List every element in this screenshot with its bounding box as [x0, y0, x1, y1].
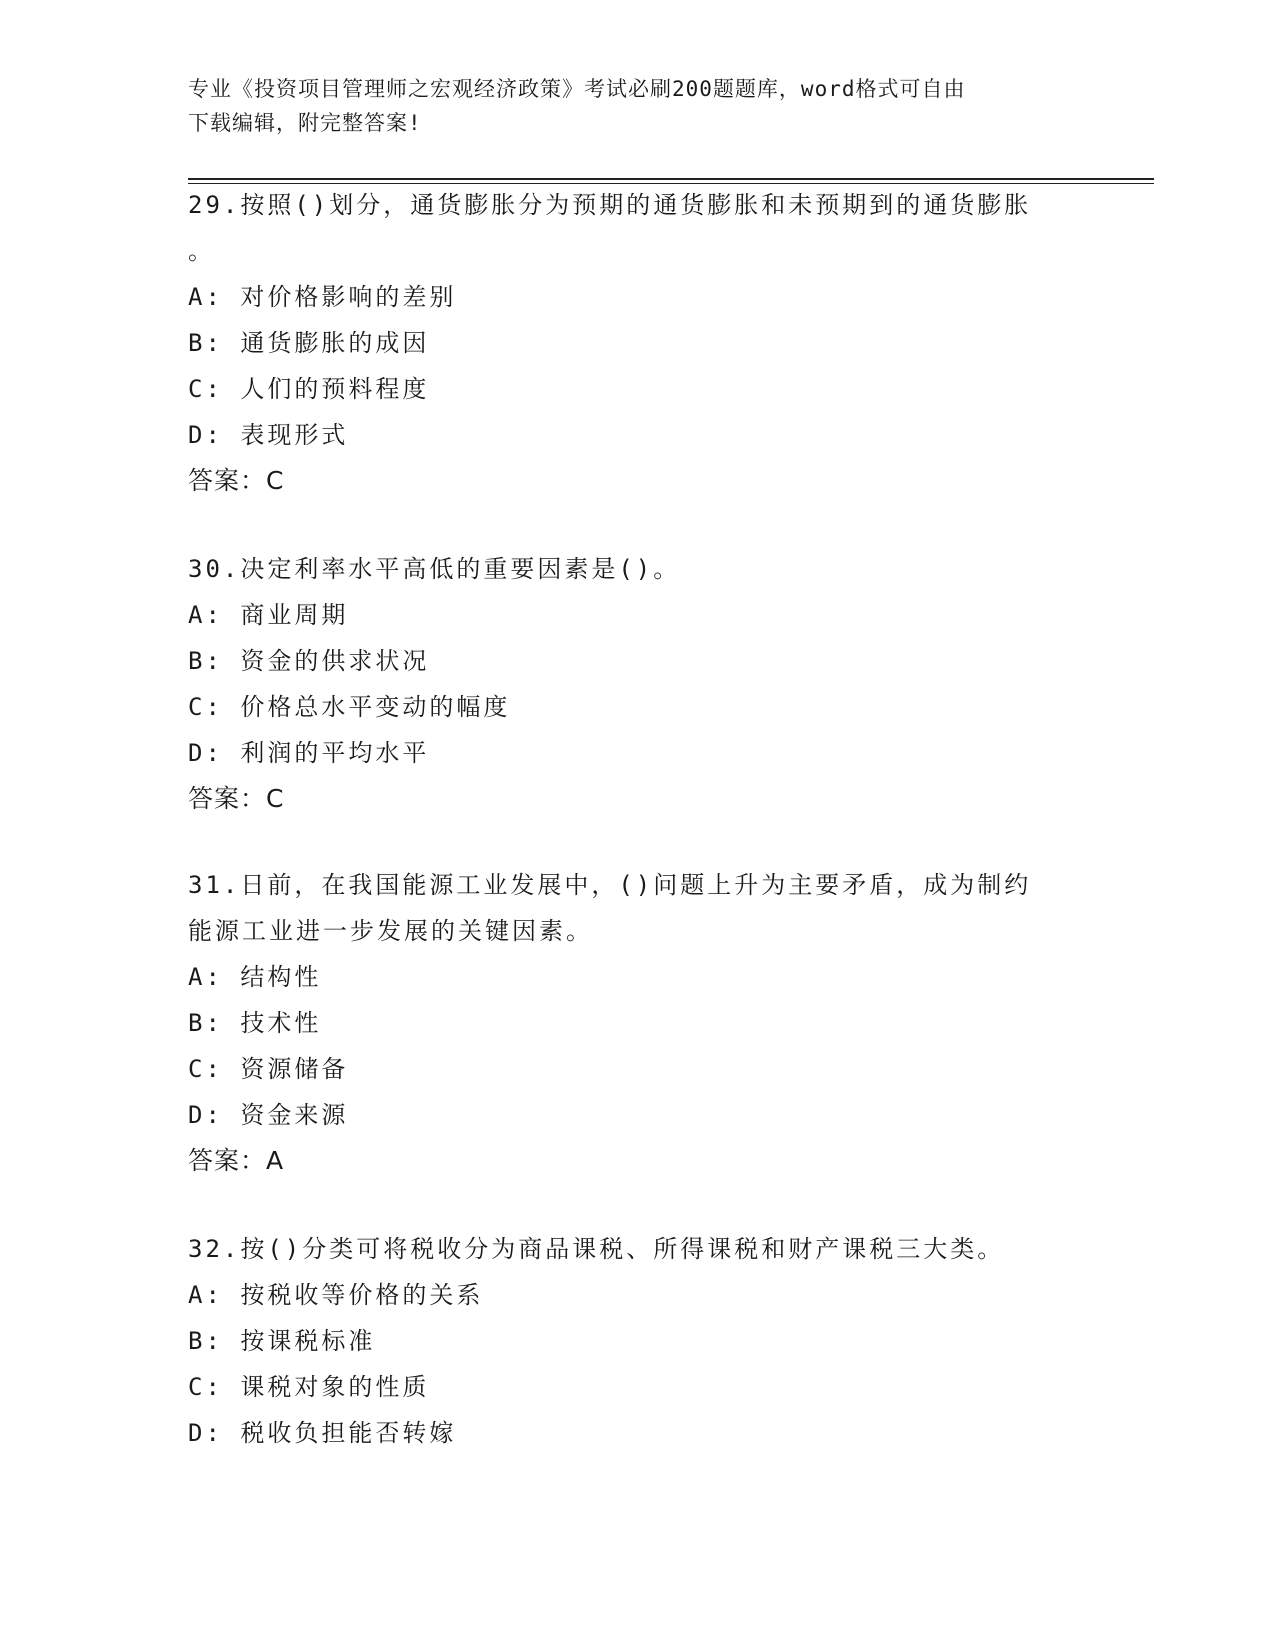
- option-b: B: 按课税标准: [188, 1327, 376, 1355]
- option-a: A: 商业周期: [188, 601, 349, 629]
- option-d: D: 税收负担能否转嫁: [188, 1419, 457, 1447]
- option-b: B: 资金的供求状况: [188, 647, 430, 675]
- question-30: [188, 546, 1108, 822]
- option-c: C: 资源储备: [188, 1055, 349, 1083]
- option-a: A: 按税收等价格的关系: [188, 1281, 484, 1309]
- answer: 答案：C: [188, 466, 285, 495]
- question-29: [188, 182, 1108, 504]
- question-31: [188, 862, 1108, 1184]
- question-stem: 30.决定利率水平高低的重要因素是()。: [188, 555, 681, 583]
- question-stem: 31.日前，在我国能源工业发展中，()问题上升为主要矛盾，成为制约: [188, 871, 1032, 899]
- question-32: [188, 1226, 1108, 1456]
- answer: 答案：A: [188, 1146, 285, 1175]
- header-line-2: 下载编辑，附完整答案!: [188, 111, 422, 135]
- option-b: B: 技术性: [188, 1009, 322, 1037]
- option-a: A: 结构性: [188, 963, 322, 991]
- header-line-1: 专业《投资项目管理师之宏观经济政策》考试必刷200题题库，word格式可自由: [188, 77, 966, 101]
- document-header: [188, 72, 1088, 140]
- option-d: D: 表现形式: [188, 421, 349, 449]
- option-c: C: 课税对象的性质: [188, 1373, 430, 1401]
- option-b: B: 通货膨胀的成因: [188, 329, 430, 357]
- question-stem: 32.按()分类可将税收分为商品课税、所得课税和财产课税三大类。: [188, 1235, 1005, 1263]
- question-stem-continued: 。: [188, 237, 215, 265]
- question-stem-continued: 能源工业进一步发展的关键因素。: [188, 917, 593, 945]
- option-d: D: 资金来源: [188, 1101, 349, 1129]
- option-d: D: 利润的平均水平: [188, 739, 430, 767]
- option-a: A: 对价格影响的差别: [188, 283, 457, 311]
- option-c: C: 人们的预料程度: [188, 375, 430, 403]
- header-rule-thick: [188, 178, 1154, 180]
- option-c: C: 价格总水平变动的幅度: [188, 693, 511, 721]
- answer: 答案：C: [188, 784, 285, 813]
- question-stem: 29.按照()划分，通货膨胀分为预期的通货膨胀和未预期到的通货膨胀: [188, 191, 1032, 219]
